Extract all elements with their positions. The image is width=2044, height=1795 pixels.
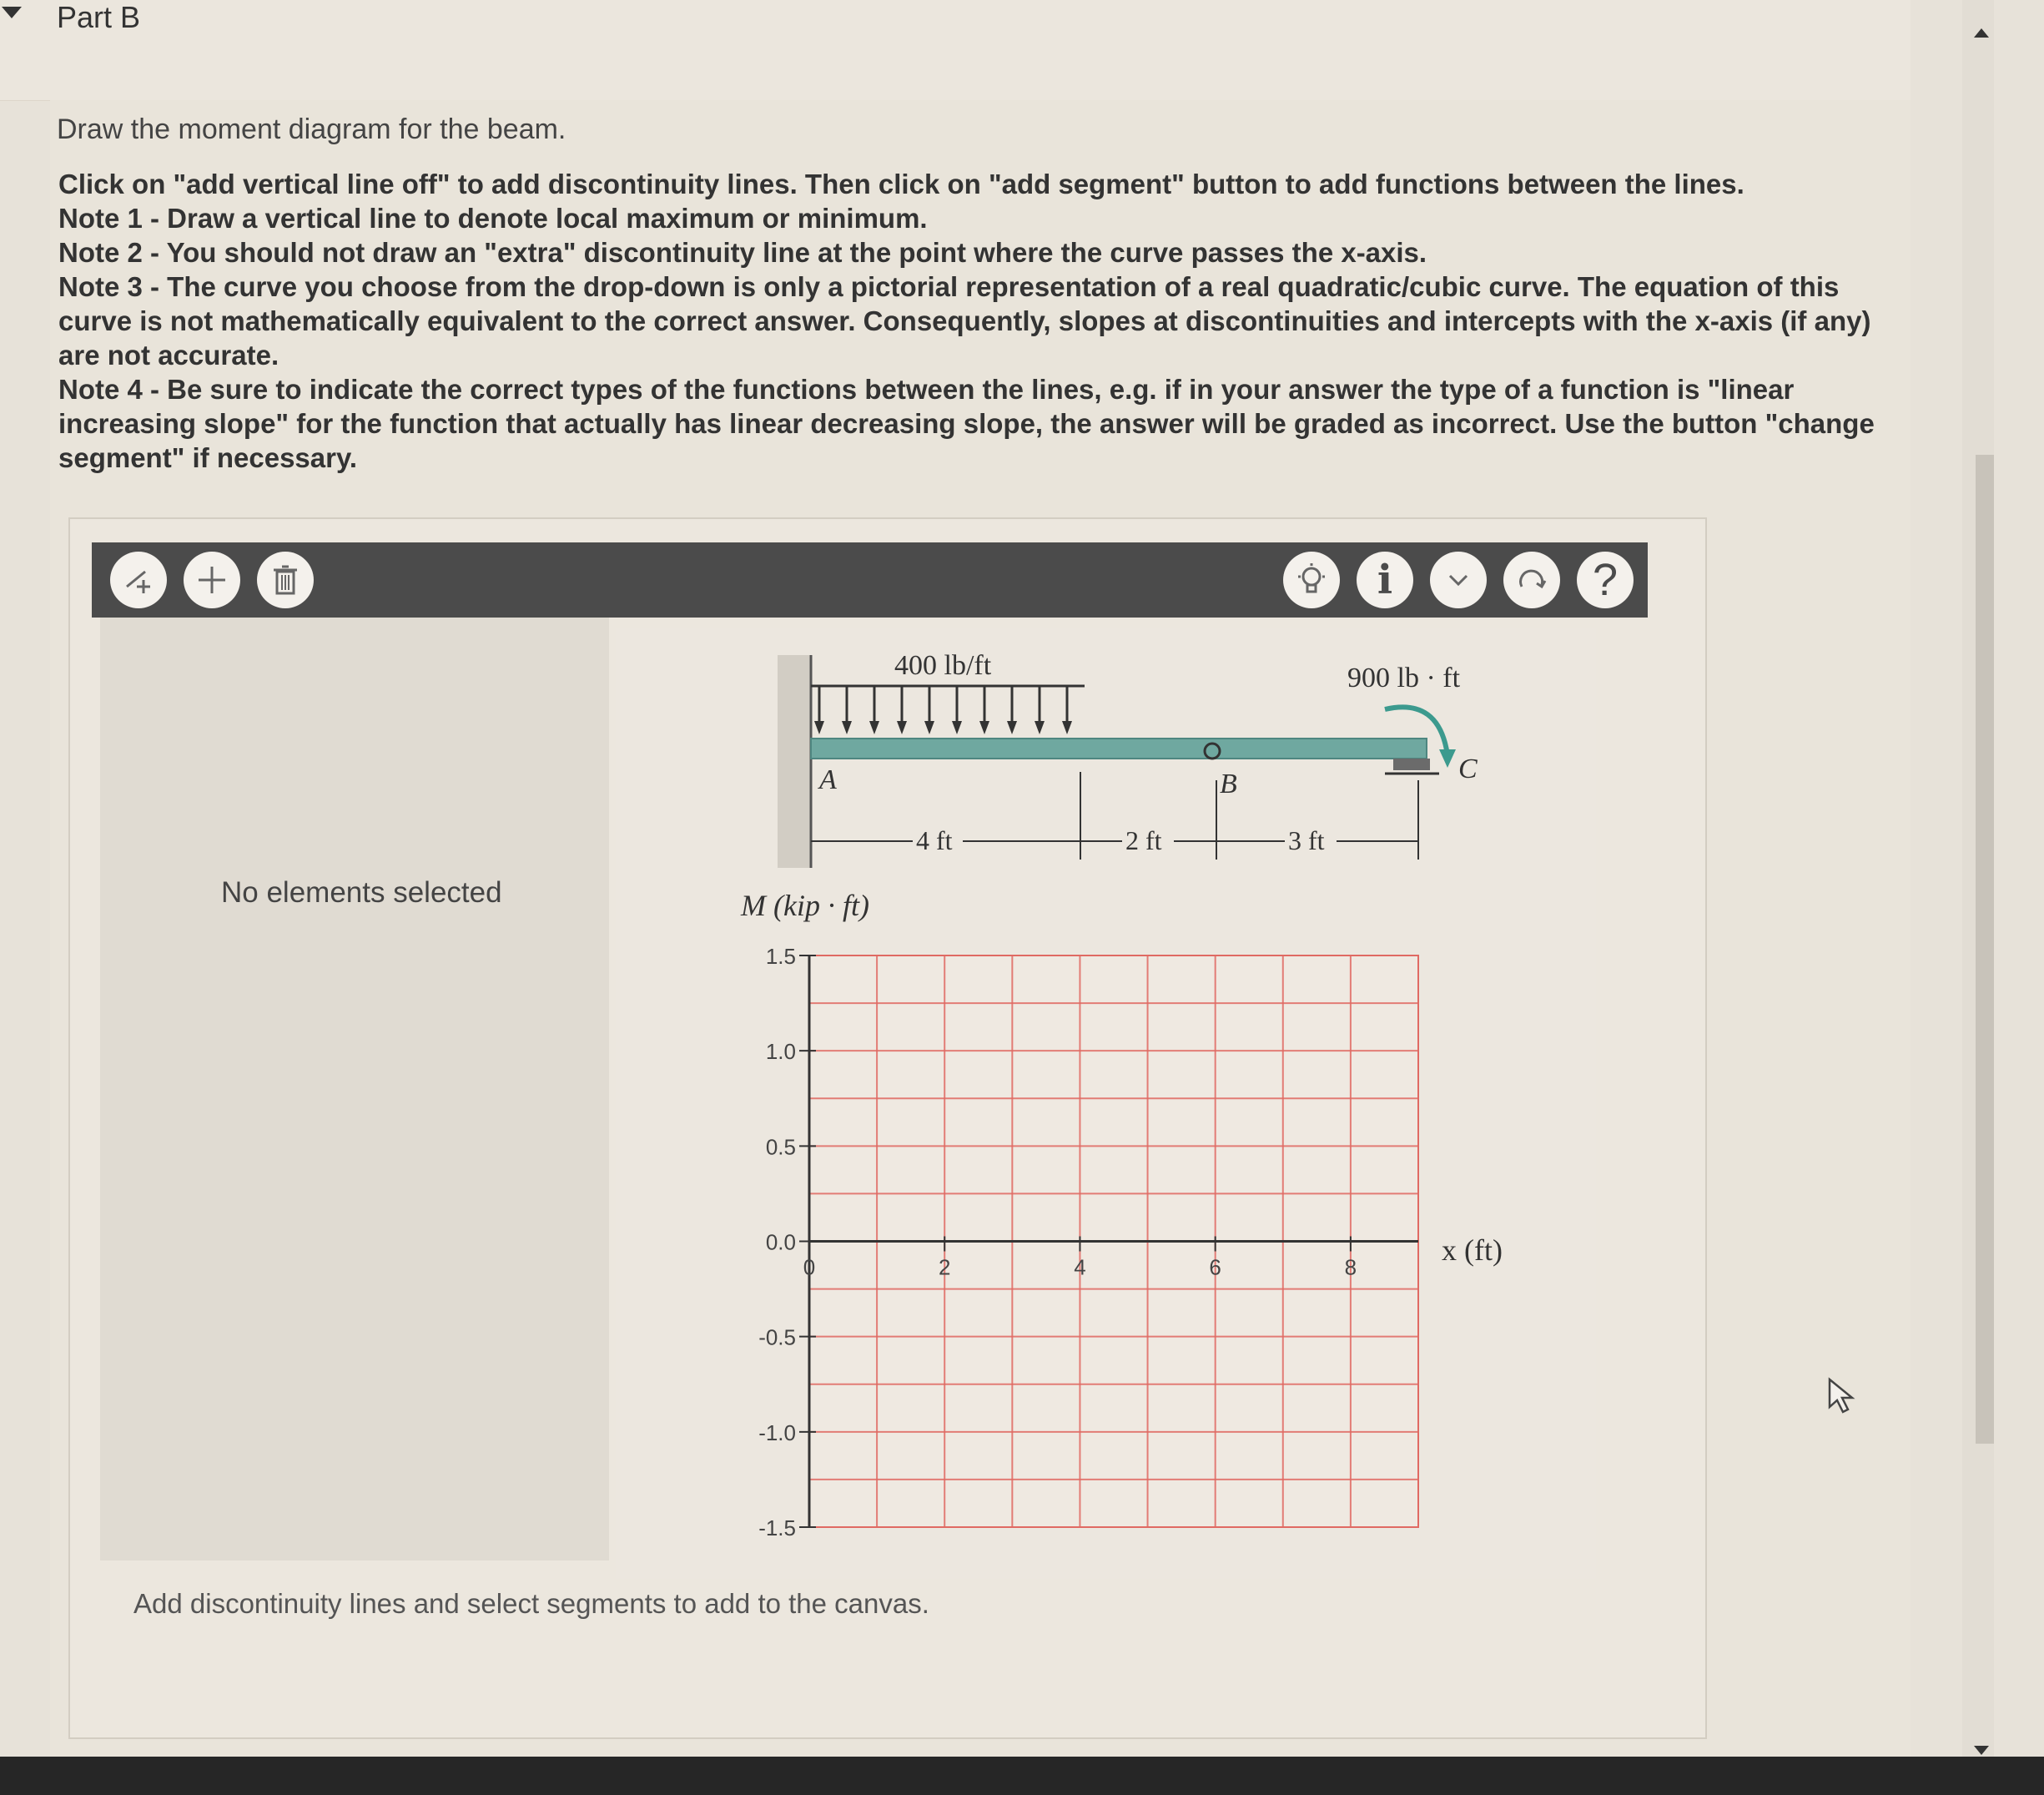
no-selection-text: No elements selected <box>221 876 502 909</box>
info-icon: i <box>1377 557 1393 603</box>
fixed-wall <box>778 655 811 868</box>
point-b-label: B <box>1220 769 1237 799</box>
load-arrowhead <box>952 721 962 734</box>
load-arrowhead <box>869 721 879 734</box>
help-icon: ? <box>1592 555 1619 605</box>
scroll-up-arrow-icon[interactable] <box>1974 28 1989 38</box>
load-arrowhead <box>979 721 989 734</box>
dim-2ft: 2 ft <box>1125 825 1162 855</box>
instruction-line: segment" if necessary. <box>58 442 358 473</box>
couple-moment-arrowhead <box>1439 749 1456 768</box>
mouse-cursor-icon <box>1827 1377 1855 1414</box>
scroll-down-arrow-icon[interactable] <box>1974 1746 1989 1755</box>
distributed-load-arrows <box>814 686 1072 734</box>
instruction-line: Note 4 - Be sure to indicate the correct types of the functions between the lines, e.g. if in your answer the type of a function is "linear <box>58 374 1795 405</box>
support-c-roller <box>1393 759 1430 770</box>
load-arrowhead <box>842 721 852 734</box>
instruction-line: are not accurate. <box>58 340 279 371</box>
y-tick-label: -1.0 <box>758 1419 796 1445</box>
instruction-line: Note 1 - Draw a vertical line to denote local maximum or minimum. <box>58 203 928 234</box>
x-tick-label: 8 <box>1344 1254 1357 1280</box>
dim-3ft: 3 ft <box>1288 825 1325 855</box>
instruction-line: Note 3 - The curve you choose from the drop-down is only a pictorial representation of a real quadratic/cubic curve. The equation of this <box>58 271 1840 302</box>
x-tick-label: 4 <box>1074 1254 1086 1280</box>
canvas-status-message: Add discontinuity lines and select segments to add to the canvas. <box>133 1588 929 1619</box>
y-axis-label: M (kip · ft) <box>741 889 869 922</box>
y-tick-label: -1.5 <box>758 1515 796 1540</box>
x-tick-label: 2 <box>938 1254 951 1280</box>
moment-label: 900 lb · ft <box>1347 663 1461 693</box>
load-arrowhead <box>1007 721 1017 734</box>
instruction-line: curve is not mathematically equivalent to the correct answer. Consequently, slopes at discontinuities and intercepts with the x-axis (if any) <box>58 305 1871 336</box>
instruction-line: Click on "add vertical line off" to add discontinuity lines. Then click on "add segment" button to add functions between the lines. <box>58 169 1744 199</box>
y-tick-label: 0.0 <box>765 1229 796 1255</box>
load-arrowhead <box>1062 721 1072 734</box>
x-tick-label: 0 <box>803 1254 816 1280</box>
moment-grid[interactable] <box>809 955 1418 1527</box>
y-tick-label: 1.5 <box>765 944 796 969</box>
load-arrowhead <box>814 721 824 734</box>
load-arrowhead <box>1035 721 1045 734</box>
y-tick-label: 0.5 <box>765 1134 796 1160</box>
instruction-line: Note 2 - You should not draw an "extra" discontinuity line at the point where the curve passes the x-axis. <box>58 237 1427 268</box>
x-tick-label: 6 <box>1209 1254 1221 1280</box>
scrollbar-thumb[interactable] <box>1976 455 1994 1444</box>
y-ticks <box>758 944 816 1540</box>
x-axis-label: x (ft) <box>1442 1233 1503 1267</box>
load-arrowhead <box>924 721 934 734</box>
part-title: Part B <box>57 0 141 34</box>
point-c-label: C <box>1458 754 1478 784</box>
instruction-line: increasing slope" for the function that actually has linear decreasing slope, the answer will be graded as incorrect. Use the button "change <box>58 408 1875 439</box>
bottom-bezel <box>0 1757 2044 1795</box>
load-label: 400 lb/ft <box>894 650 992 681</box>
y-tick-label: 1.0 <box>765 1039 796 1065</box>
load-arrowhead <box>897 721 907 734</box>
question-intro: Draw the moment diagram for the beam. <box>57 113 566 145</box>
beam <box>811 739 1427 759</box>
point-a-label: A <box>819 764 837 795</box>
dim-4ft: 4 ft <box>916 825 953 855</box>
y-tick-label: -0.5 <box>758 1324 796 1350</box>
